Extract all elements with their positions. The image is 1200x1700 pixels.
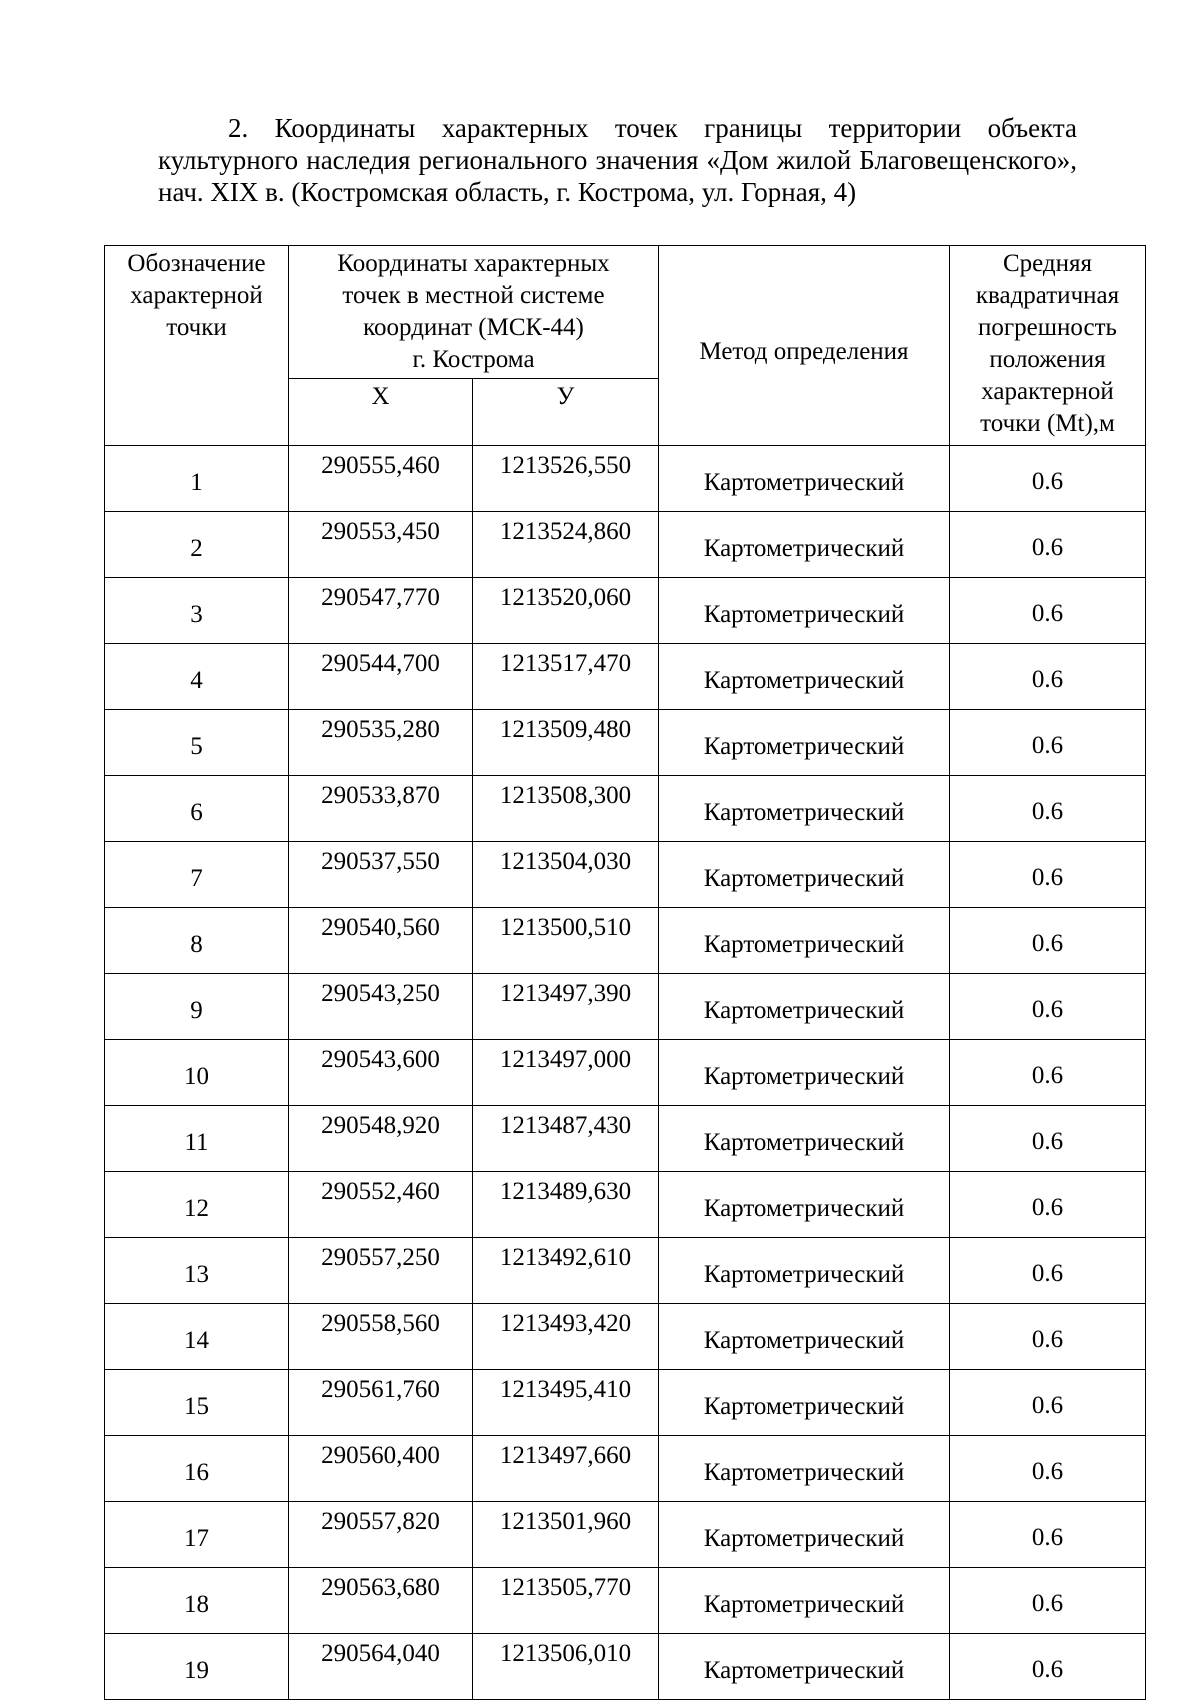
x-coordinate-cell: 290558,560 — [289, 1304, 473, 1370]
table-row — [105, 1502, 1146, 1568]
accuracy-cell: 0.6 — [950, 1370, 1146, 1436]
accuracy-cell: 0.6 — [950, 974, 1146, 1040]
point-number-cell: 16 — [105, 1436, 289, 1502]
y-coordinate-cell: 1213505,770 — [473, 1568, 659, 1634]
header-coords-line: Координаты характерных — [337, 250, 610, 277]
header-point-line: Обозначение — [127, 250, 266, 277]
point-number-cell: 19 — [105, 1634, 289, 1700]
x-coordinate-cell: 290547,770 — [289, 578, 473, 644]
header-accuracy — [950, 246, 1146, 446]
accuracy-cell: 0.6 — [950, 1634, 1146, 1700]
x-coordinate-cell: 290543,250 — [289, 974, 473, 1040]
header-x: Х — [289, 379, 473, 446]
point-number-cell: 7 — [105, 842, 289, 908]
method-cell: Картометрический — [659, 1502, 950, 1568]
y-coordinate-cell: 1213509,480 — [473, 710, 659, 776]
header-point-line: точки — [166, 314, 227, 341]
header-accuracy-line: Средняя — [1002, 250, 1093, 277]
x-coordinate-cell: 290544,700 — [289, 644, 473, 710]
method-cell: Картометрический — [659, 1436, 950, 1502]
method-cell: Картометрический — [659, 1634, 950, 1700]
table-row — [105, 1238, 1146, 1304]
x-coordinate-cell: 290537,550 — [289, 842, 473, 908]
table-row — [105, 1568, 1146, 1634]
table-row — [105, 1370, 1146, 1436]
x-coordinate-cell: 290557,820 — [289, 1502, 473, 1568]
x-coordinate-cell: 290563,680 — [289, 1568, 473, 1634]
method-cell: Картометрический — [659, 644, 950, 710]
x-coordinate-cell: 290535,280 — [289, 710, 473, 776]
x-coordinate-cell: 290548,920 — [289, 1106, 473, 1172]
accuracy-cell: 0.6 — [950, 1304, 1146, 1370]
point-number-cell: 3 — [105, 578, 289, 644]
method-cell: Картометрический — [659, 1040, 950, 1106]
table-row — [105, 512, 1146, 578]
accuracy-cell: 0.6 — [950, 1106, 1146, 1172]
y-coordinate-cell: 1213501,960 — [473, 1502, 659, 1568]
accuracy-cell: 0.6 — [950, 908, 1146, 974]
point-number-cell: 11 — [105, 1106, 289, 1172]
method-cell: Картометрический — [659, 974, 950, 1040]
x-coordinate-cell: 290564,040 — [289, 1634, 473, 1700]
point-number-cell: 17 — [105, 1502, 289, 1568]
point-number-cell: 9 — [105, 974, 289, 1040]
header-coords-line: точек в местной системе — [342, 282, 605, 309]
point-number-cell: 1 — [105, 446, 289, 512]
point-number-cell: 10 — [105, 1040, 289, 1106]
table-row — [105, 710, 1146, 776]
point-number-cell: 14 — [105, 1304, 289, 1370]
y-coordinate-cell: 1213524,860 — [473, 512, 659, 578]
accuracy-cell: 0.6 — [950, 578, 1146, 644]
header-accuracy-line: квадратичная — [975, 282, 1120, 309]
point-number-cell: 8 — [105, 908, 289, 974]
y-coordinate-cell: 1213495,410 — [473, 1370, 659, 1436]
method-cell: Картометрический — [659, 1370, 950, 1436]
header-accuracy-line: положения — [989, 346, 1106, 373]
method-cell: Картометрический — [659, 842, 950, 908]
table-row — [105, 578, 1146, 644]
point-number-cell: 15 — [105, 1370, 289, 1436]
point-number-cell: 12 — [105, 1172, 289, 1238]
point-number-cell: 4 — [105, 644, 289, 710]
table-row — [105, 1436, 1146, 1502]
header-coords-line: координат (МСК-44) — [363, 314, 584, 341]
x-coordinate-cell: 290553,450 — [289, 512, 473, 578]
table-row — [105, 1634, 1146, 1700]
accuracy-cell: 0.6 — [950, 1172, 1146, 1238]
table-body — [105, 446, 1146, 1700]
method-cell: Картометрический — [659, 1238, 950, 1304]
header-accuracy-line: характерной — [981, 378, 1114, 405]
header-method-label: Метод определения — [699, 337, 909, 365]
method-cell: Картометрический — [659, 776, 950, 842]
table-row — [105, 1106, 1146, 1172]
y-coordinate-cell: 1213487,430 — [473, 1106, 659, 1172]
header-coords-line: г. Кострома — [412, 346, 535, 373]
method-cell: Картометрический — [659, 1304, 950, 1370]
header-coordinates — [289, 246, 659, 379]
point-number-cell: 2 — [105, 512, 289, 578]
method-cell: Картометрический — [659, 446, 950, 512]
accuracy-cell: 0.6 — [950, 1502, 1146, 1568]
x-coordinate-cell: 290560,400 — [289, 1436, 473, 1502]
method-cell: Картометрический — [659, 908, 950, 974]
table-row — [105, 1040, 1146, 1106]
accuracy-cell: 0.6 — [950, 776, 1146, 842]
header-accuracy-line: погрешность — [978, 314, 1117, 341]
y-coordinate-cell: 1213493,420 — [473, 1304, 659, 1370]
y-coordinate-cell: 1213497,660 — [473, 1436, 659, 1502]
table-row — [105, 842, 1146, 908]
x-coordinate-cell: 290533,870 — [289, 776, 473, 842]
x-coordinate-cell: 290555,460 — [289, 446, 473, 512]
accuracy-cell: 0.6 — [950, 842, 1146, 908]
y-coordinate-cell: 1213492,610 — [473, 1238, 659, 1304]
point-number-cell: 6 — [105, 776, 289, 842]
method-cell: Картометрический — [659, 710, 950, 776]
accuracy-cell: 0.6 — [950, 1238, 1146, 1304]
method-cell: Картометрический — [659, 512, 950, 578]
section-heading: 2. Координаты характерных точек границы территории объекта культурного наследия регионального значения «Дом жилой Благовещенского», нач. XIX в. (Костромская область, г. Кострома, ул. Горная, 4) — [158, 113, 1077, 207]
table-row — [105, 776, 1146, 842]
accuracy-cell: 0.6 — [950, 446, 1146, 512]
x-coordinate-cell: 290543,600 — [289, 1040, 473, 1106]
y-coordinate-cell: 1213526,550 — [473, 446, 659, 512]
table-row — [105, 644, 1146, 710]
accuracy-cell: 0.6 — [950, 512, 1146, 578]
point-number-cell: 13 — [105, 1238, 289, 1304]
method-cell: Картометрический — [659, 1568, 950, 1634]
table-row — [105, 1172, 1146, 1238]
accuracy-cell: 0.6 — [950, 710, 1146, 776]
header-accuracy-line: точки (Mt),м — [980, 410, 1115, 437]
point-number-cell: 5 — [105, 710, 289, 776]
x-coordinate-cell: 290557,250 — [289, 1238, 473, 1304]
y-coordinate-cell: 1213520,060 — [473, 578, 659, 644]
accuracy-cell: 0.6 — [950, 1040, 1146, 1106]
accuracy-cell: 0.6 — [950, 1568, 1146, 1634]
y-coordinate-cell: 1213500,510 — [473, 908, 659, 974]
x-coordinate-cell: 290561,760 — [289, 1370, 473, 1436]
header-point-line: характерной — [130, 282, 263, 309]
accuracy-cell: 0.6 — [950, 1436, 1146, 1502]
y-coordinate-cell: 1213506,010 — [473, 1634, 659, 1700]
table-row — [105, 446, 1146, 512]
method-cell: Картометрический — [659, 578, 950, 644]
y-coordinate-cell: 1213497,390 — [473, 974, 659, 1040]
coordinates-table — [104, 245, 1146, 1700]
method-cell: Картометрический — [659, 1172, 950, 1238]
y-coordinate-cell: 1213504,030 — [473, 842, 659, 908]
x-coordinate-cell: 290552,460 — [289, 1172, 473, 1238]
y-coordinate-cell: 1213508,300 — [473, 776, 659, 842]
header-y: У — [473, 379, 659, 446]
header-point-designation — [105, 246, 289, 446]
accuracy-cell: 0.6 — [950, 644, 1146, 710]
x-coordinate-cell: 290540,560 — [289, 908, 473, 974]
y-coordinate-cell: 1213517,470 — [473, 644, 659, 710]
y-coordinate-cell: 1213489,630 — [473, 1172, 659, 1238]
method-cell: Картометрический — [659, 1106, 950, 1172]
table-row — [105, 1304, 1146, 1370]
y-coordinate-cell: 1213497,000 — [473, 1040, 659, 1106]
table-row — [105, 908, 1146, 974]
header-method — [659, 246, 950, 446]
table-row — [105, 974, 1146, 1040]
point-number-cell: 18 — [105, 1568, 289, 1634]
